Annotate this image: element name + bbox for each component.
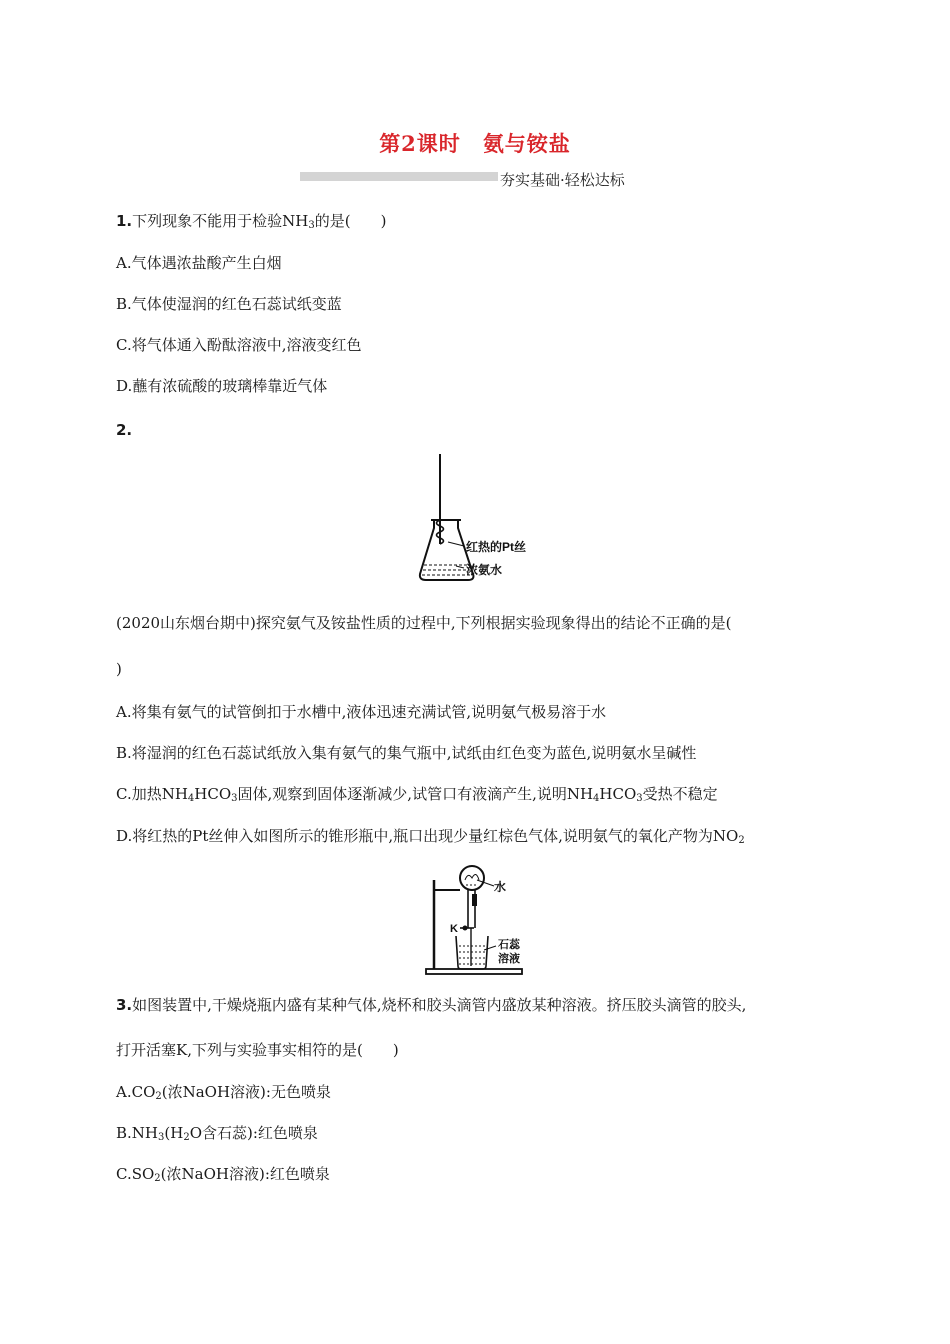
flask-pt-wire-figure (416, 450, 551, 586)
q3-option-a: $A.CO_2$(浓NaOH溶液):无色喷泉 (116, 1083, 331, 1102)
q1-stem: 1.下列现象不能用于检验$NH_3$的是( ) (116, 212, 387, 231)
q1-option-a: A.气体遇浓盐酸产生白烟 (116, 254, 282, 272)
q2-option-d: D.将红热的Pt丝伸入如图所示的锥形瓶中,瓶口出现少量红棕色气体,说明氨气的氧化产物为$NO_2$ (116, 827, 745, 846)
page-title (0, 128, 950, 158)
liquid-label-pointer (456, 566, 464, 568)
fountain-apparatus-figure (424, 858, 534, 978)
section-divider-bar (300, 172, 498, 181)
q2-option-a: A.将集有氨气的试管倒扣于水槽中,液体迅速充满试管,说明氨气极易溶于水 (116, 703, 607, 721)
q1-option-d: D.蘸有浓硫酸的玻璃棒靠近气体 (116, 377, 328, 395)
title-lesson: 第2课时 (379, 131, 461, 156)
label-litmus: 石蕊 (498, 939, 520, 951)
litmus-label-pointer (484, 946, 496, 950)
label-valve-k: K (450, 923, 458, 935)
q1-option-c: C.将气体通入酚酞溶液中,溶液变红色 (116, 336, 362, 354)
q2-stem-line2: ) (116, 660, 122, 678)
q3-option-b: $B.NH_3(H_2O$含石蕊):红色喷泉 (116, 1124, 318, 1143)
label-water: 水 (494, 880, 507, 894)
label-pt-wire: 红热的Pt丝 (466, 540, 527, 554)
q3-option-c: $C.SO_2$(浓NaOH溶液):红色喷泉 (116, 1165, 330, 1184)
label-solution: 溶液 (498, 953, 520, 965)
label-ammonia-water: 浓氨水 (466, 563, 503, 577)
dropper-bulb (472, 894, 477, 906)
q3-stem-line1: 3.如图装置中,干燥烧瓶内盛有某种气体,烧杯和胶头滴管内盛放某种溶液。挤压胶头滴管的胶头, (116, 996, 747, 1014)
q2-number: 2. (116, 421, 133, 439)
q2-number-line (116, 420, 132, 440)
water-label-pointer (477, 880, 494, 886)
q1-option-b: B.气体使湿润的红色石蕊试纸变蓝 (116, 295, 342, 313)
q2-option-c: C.加热$NH_4HCO_3$固体,观察到固体逐渐减少,试管口有液滴产生,说明$NH_4HCO_3$受热不稳定 (116, 785, 718, 804)
q2-option-b: B.将湿润的红色石蕊试纸放入集有氨气的集气瓶中,试纸由红色变为蓝色,说明氨水呈碱性 (116, 744, 697, 762)
section-label: 夯实基础·轻松达标 (500, 171, 625, 189)
q3-number: 3. (116, 996, 133, 1014)
q3-stem-line2: 打开活塞K,下列与实验事实相符的是( ) (116, 1041, 399, 1059)
wire-label-pointer (448, 542, 464, 546)
q2-stem-line1: (2020山东烟台期中)探究氨气及铵盐性质的过程中,下列根据实验现象得出的结论不正确的是( (116, 614, 732, 632)
q1-number: 1. (116, 212, 133, 230)
title-topic: 氨与铵盐 (482, 131, 571, 156)
